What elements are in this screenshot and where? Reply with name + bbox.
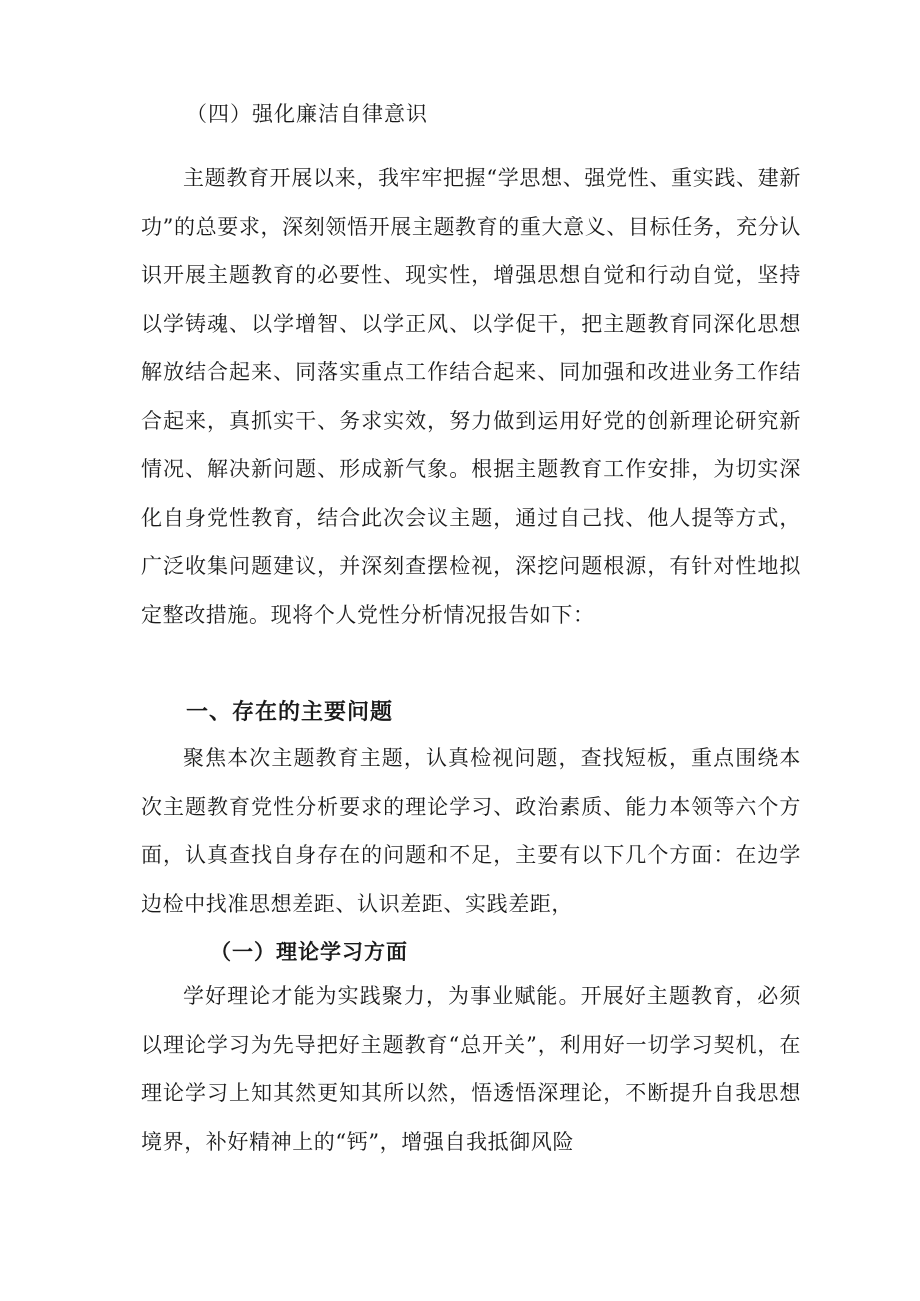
subsection-heading-1: （一）理论学习方面 [210, 939, 408, 964]
paragraph-intro: 主题教育开展以来，我牢牢把握“学思想、强党性、重实践、建新功”的总要求，深刻领悟开展主题教育的重大意义、目标任务，充分认识开展主题教育的必要性、现实性，增强思想自觉和行动自觉，坚持以学铸魂、以学增智、以学正风、以学促干，把主题教育同深化思想解放结合起来、同落实重点工作结合起来、同加强和改进业务工作结合起来，真抓实干、务求实效，努力做到运用好党的创新理论研究新情况、解决新问题、形成新气象。根据主题教育工作安排，为切实深化自身党性教育，结合此次会议主题，通过自己找、他人提等方式，广泛收集问题建议，并深刻查摆检视，深挖问题根源，有针对性地拟定整改措施。现将个人党性分析情况报告如下： [141, 166, 801, 627]
paragraph-problems: 聚焦本次主题教育主题，认真检视问题，查找短板，重点围绕本次主题教育党性分析要求的理论学习、政治素质、能力本领等六个方面，认真查找自身存在的问题和不足，主要有以下几个方面：在边学边检中找准思想差距、认识差距、实践差距， [141, 746, 801, 916]
section-heading-1: 一、存在的主要问题 [186, 700, 394, 725]
subsection-heading-4: （四）强化廉洁自律意识 [186, 102, 428, 126]
paragraph-theory-study: 学好理论才能为实践聚力，为事业赋能。开展好主题教育，必须以理论学习为先导把好主题教育“总开关”，利用好一切学习契机，在理论学习上知其然更知其所以然，悟透悟深理论，不断提升自我思想境界，补好精神上的“钙”，增强自我抵御风险 [141, 984, 801, 1154]
